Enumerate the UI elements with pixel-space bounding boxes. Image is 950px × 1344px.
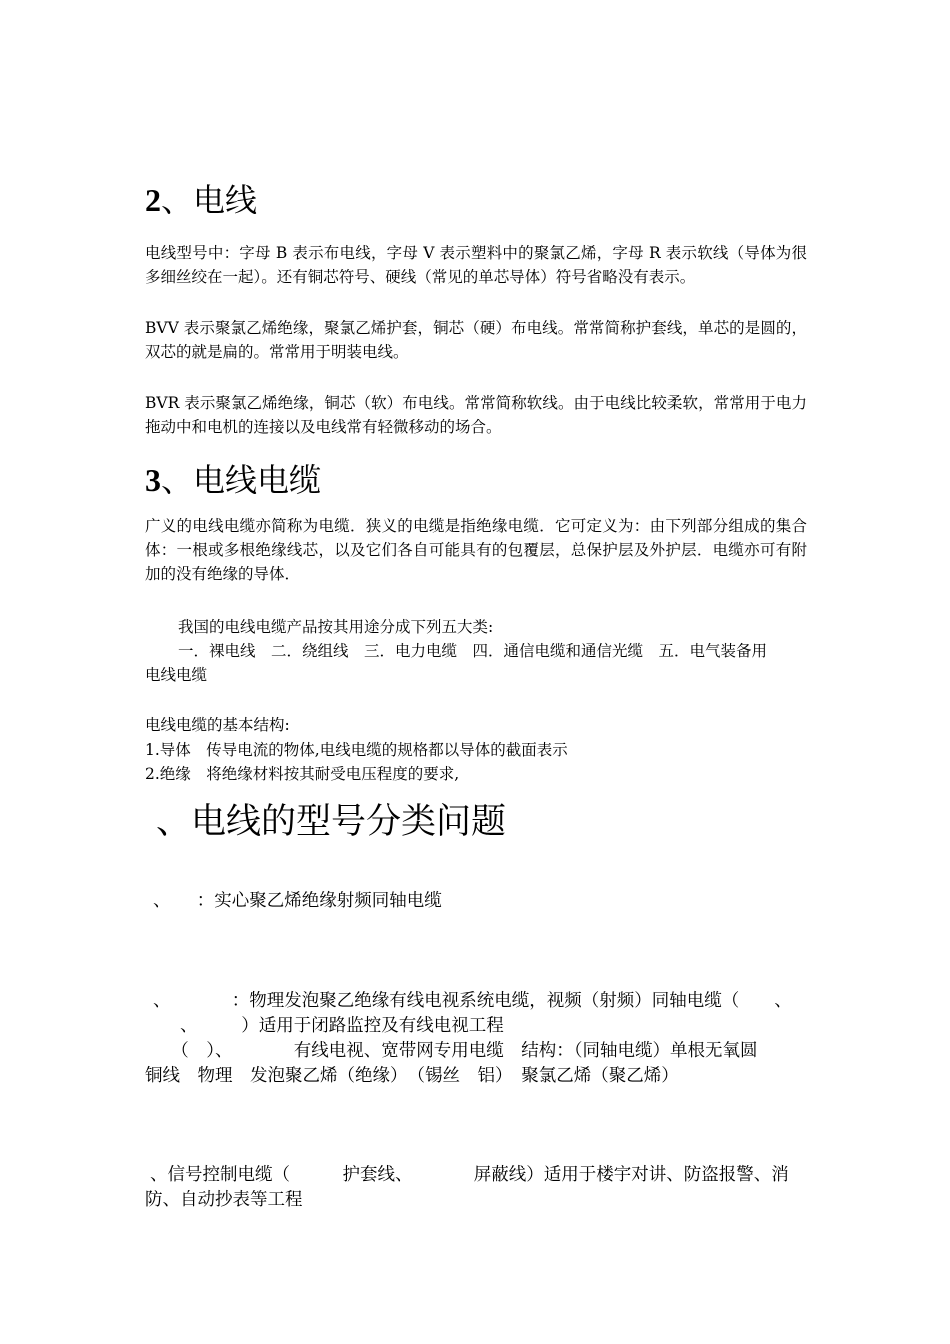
structure-item-conductor: 1.导体 传导电流的物体,电线电缆的规格都以导体的截面表示 (145, 741, 568, 759)
heading-text: 、电线电缆 (161, 461, 322, 499)
structure-title: 电线电缆的基本结构: (145, 716, 290, 734)
heading-section-2 (145, 180, 257, 220)
item-signal-cable-line-1: 、信号控制电缆（ 护套线、 屏蔽线）适用于楼宇对讲、防盗报警、消 (150, 1165, 789, 1185)
paragraph-bvr: BVR 表示聚氯乙烯绝缘，铜芯（软）布电线。常常简称软线。由于电线比较柔软，常常用于电力拖动中和电机的连接以及电线常有轻微移动的场合。 (145, 394, 807, 436)
paragraph-wire-model: 电线型号中：字母 B 表示布电线，字母 V 表示塑料中的聚氯乙烯，字母 R 表示软线（导体为很多细丝绞在一起）。还有铜芯符号、硬线（常见的单芯导体）符号省略没有表示。 (145, 244, 807, 286)
heading-text: 、电线 (161, 181, 258, 219)
heading-section-4: 、电线的型号分类问题 (156, 802, 507, 842)
item-catv-line-4: 铜线 物理 发泡聚乙烯（绝缘） （锡丝 铝） 聚氯乙烯（聚乙烯） (145, 1066, 679, 1086)
item-catv-line-3: （ ）、 有线电视、宽带网专用电缆 结构：（同轴电缆）单根无氧圆 (145, 1041, 758, 1061)
item-signal-cable-line-2: 防、自动抄表等工程 (145, 1190, 303, 1210)
structure-item-insulation: 2.绝缘 将绝缘材料按其耐受电压程度的要求, (145, 765, 460, 783)
heading-number: 2 (145, 182, 161, 218)
heading-number: 3 (145, 462, 161, 498)
item-catv-line-1: 、 ：物理发泡聚乙绝缘有线电视系统电缆，视频（射频）同轴电缆（ 、 (153, 991, 792, 1011)
heading-section-3 (145, 460, 321, 500)
paragraph-bvv: BVV 表示聚氯乙烯绝缘，聚氯乙烯护套，铜芯（硬）布电线。常常简称护套线，单芯的是圆的，双芯的就是扁的。常常用于明装电线。 (145, 319, 807, 361)
categories-line-1: 一．裸电线 二．绕组线 三．电力电缆 四．通信电缆和通信光缆 五．电气装备用 (178, 642, 768, 660)
categories-intro: 我国的电线电缆产品按其用途分成下列五大类: (178, 618, 494, 636)
categories-line-2: 电线电缆 (145, 666, 208, 684)
item-solid-pe-coax: 、 ：实心聚乙烯绝缘射频同轴电缆 (153, 891, 442, 911)
paragraph-cable-definition: 广义的电线电缆亦简称为电缆．狭义的电缆是指绝缘电缆．它可定义为：由下列部分组成的集合体：一根或多根绝缘线芯，以及它们各自可能具有的包覆层，总保护层及外护层．电缆亦可有附加的没有绝缘的导体． (145, 517, 807, 583)
item-catv-line-2: 、 ）适用于闭路监控及有线电视工程 (145, 1016, 504, 1036)
